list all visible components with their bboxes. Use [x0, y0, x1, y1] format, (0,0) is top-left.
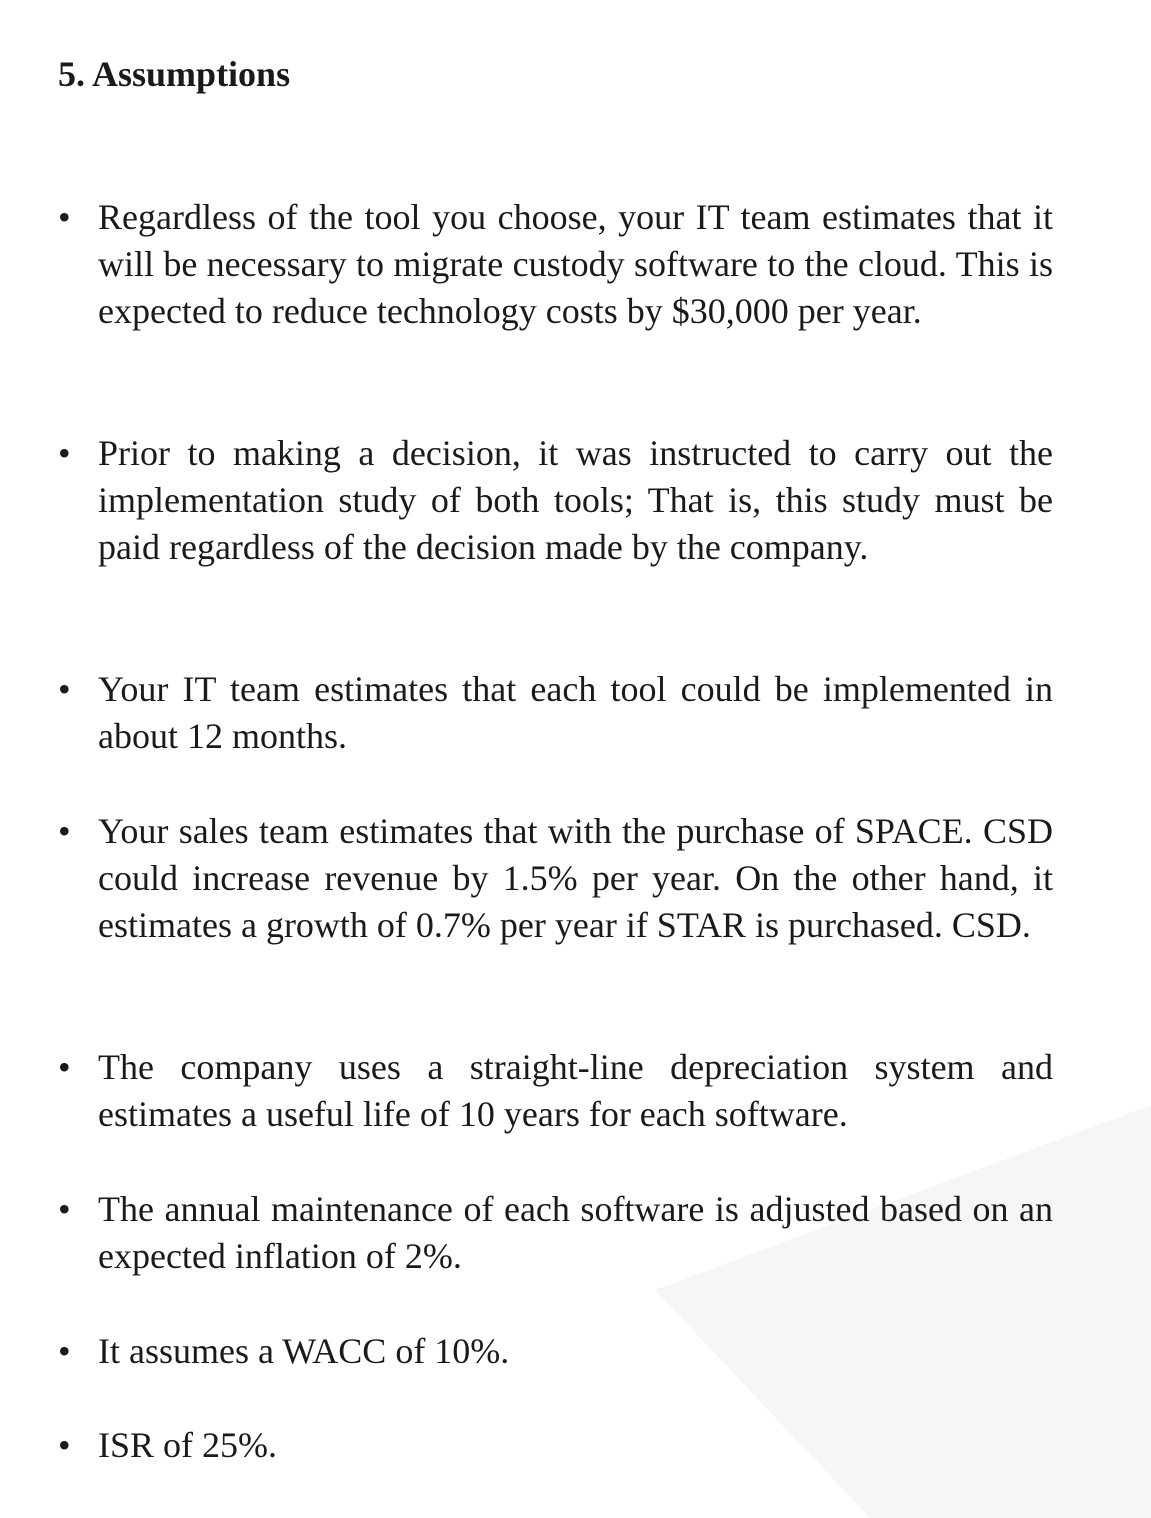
bullet-text: Prior to making a decision, it was instructed to carry out the implementation study of both tools; That is, this study must be paid regardless of the decision made by the company.	[98, 433, 1053, 567]
bullet-icon: •	[58, 1331, 71, 1371]
bullet-icon: •	[58, 1425, 71, 1465]
bullet-text: Regardless of the tool you choose, your IT team estimates that it will be necessary to migrate custody software to the cloud. This is expected to reduce technology costs by $30,000 per year.	[98, 197, 1053, 331]
bullet-icon: •	[58, 1047, 71, 1087]
bullet-item	[58, 1044, 1053, 1138]
bullet-text: The company uses a straight-line depreciation system and estimates a useful life of 10 years for each software.	[98, 1047, 1053, 1134]
bullet-item	[58, 1186, 1053, 1280]
bullet-text: ISR of 25%.	[98, 1425, 277, 1465]
bullet-icon: •	[58, 1189, 71, 1229]
bullet-icon: •	[58, 433, 71, 473]
bullet-item	[58, 666, 1053, 760]
section-heading: 5. Assumptions	[58, 54, 291, 94]
bullet-text: Your sales team estimates that with the purchase of SPACE. CSD could increase revenue by 1.5% per year. On the other hand, it estimates a growth of 0.7% per year if STAR is purchased. CSD.	[98, 811, 1053, 945]
bullet-item	[58, 430, 1053, 571]
bullet-text: Your IT team estimates that each tool could be implemented in about 12 months.	[98, 669, 1053, 756]
bullet-item	[58, 1422, 1053, 1469]
bullet-text: The annual maintenance of each software is adjusted based on an expected inflation of 2%.	[98, 1189, 1053, 1276]
bullet-icon: •	[58, 811, 71, 851]
bullet-icon: •	[58, 669, 71, 709]
bullet-item	[58, 194, 1053, 335]
bullet-text: It assumes a WACC of 10%.	[98, 1331, 510, 1371]
bullet-icon: •	[58, 197, 71, 237]
bullet-item	[58, 808, 1053, 949]
bullet-item	[58, 1328, 1053, 1375]
